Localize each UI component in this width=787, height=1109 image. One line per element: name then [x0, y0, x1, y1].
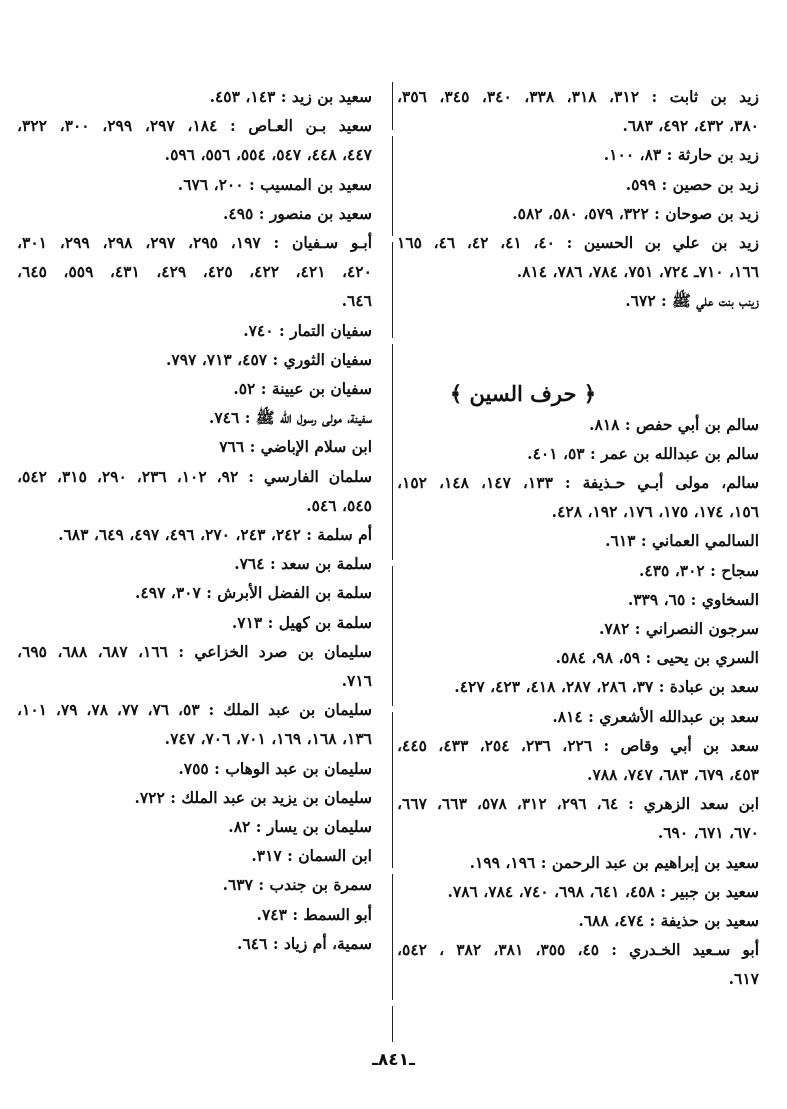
- index-entry: سفيان بن عيينة : ٥٢.: [233, 379, 372, 399]
- index-entry: سليمان بن يزيد بن عبد الملك : ٧٢٢.: [134, 787, 372, 807]
- index-entry: السخاوي : ٦٥، ٣٣٩.: [627, 589, 759, 609]
- divider-gap: [390, 1000, 394, 1006]
- divider-gap: [390, 706, 394, 712]
- index-entry: سليمان بن عبد الوهاب : ٧٥٥.: [178, 758, 372, 778]
- section-gap: [397, 316, 759, 374]
- index-entry: سالم بن عبدالله بن عمر : ٥٣، ٤٠١.: [527, 443, 759, 463]
- index-entry: أبو السمط : ٧٤٣.: [256, 904, 372, 924]
- index-entry: سلمة بن الفضل الأبرش : ٣٠٧، ٤٩٧.: [135, 583, 372, 603]
- index-entry: أبو سـعيد الخـدري : ٤٥، ٣٥٥، ٣٨١، ٣٨٢ ، ٥٤٢،: [397, 940, 759, 960]
- index-entry: سليمان بن يسار : ٨٢.: [228, 817, 372, 837]
- index-entry: زيد بن علي بن الحسين : ٤٠، ٤١، ٤٢، ٤٦، ١٦٥: [397, 233, 759, 253]
- divider-gap: [390, 130, 394, 136]
- index-entry-continuation: ٥٤٥، ٥٤٦.: [306, 495, 372, 515]
- index-entry: سالم، مولى أبـي حـذيفة : ١٣٣، ١٤٧، ١٤٨، ١٥٢،: [397, 473, 759, 493]
- index-entry: سجاح : ٣٠٢، ٤٣٥.: [638, 560, 759, 580]
- index-entry: سمرة بن جندب : ٦٣٧.: [222, 875, 372, 895]
- index-entry-continuation: ٦٤٦.: [341, 291, 372, 311]
- index-entry: أم سلمة : ٢٤٢، ٢٤٣، ٢٧٠، ٤٩٦، ٤٩٧، ٦٤٩، ٦٨٣.: [58, 525, 372, 545]
- index-entry: سعيد بـن العـاص : ١٨٤، ٢٩٧، ٢٩٩، ٣٠٠، ٣٢٢،: [17, 116, 372, 136]
- index-entry-continuation: ٤٢٠، ٤٢١، ٤٢٢، ٤٢٥، ٤٢٩، ٤٣١، ٥٥٩، ٦٤٥،: [17, 262, 372, 282]
- index-entry: سالم بن أبي حفص : ٨١٨.: [589, 414, 759, 434]
- index-entry: السالمي العماني : ٦١٣.: [605, 531, 759, 551]
- index-entry: زيد بن ثابت : ٣١٢، ٣١٨، ٣٣٨، ٣٤٠، ٣٤٥، ٣٥٦،: [397, 87, 759, 106]
- index-entry: السري بن يحيى : ٥٩، ٩٨، ٥٨٤.: [555, 648, 759, 668]
- index-entry: سفيان التمار : ٧٤٠.: [243, 320, 372, 340]
- index-entry-continuation: ٧١٦.: [341, 671, 372, 691]
- index-entry: سعيد بن المسيب : ٢٠٠، ٦٧٦.: [177, 174, 372, 194]
- index-entry-continuation: ٦٧٠، ٦٧١، ٦٩٠.: [657, 823, 759, 843]
- index-entry: زيد بن صوحان : ٣٢٢، ٥٧٩، ٥٨٠، ٥٨٢.: [512, 203, 759, 223]
- index-entry: سفيان الثوري : ٤٥٧، ٧١٣، ٧٩٧.: [165, 349, 372, 369]
- index-entry-continuation: ٤٤٧، ٤٤٨، ٥٤٧، ٥٥٤، ٥٥٦، ٥٩٦.: [164, 145, 372, 165]
- index-entry: زيد بن حارثة : ٨٣، ١٠٠.: [603, 145, 759, 165]
- index-entry: سعد بن عبدالله الأشعري : ٨١٤.: [552, 706, 759, 726]
- index-column-left: [17, 82, 372, 958]
- index-entry: سرجون النصراني : ٧٨٢.: [598, 619, 759, 639]
- section-heading: ﴿ حرف السين ﴾: [449, 380, 597, 406]
- index-entry-continuation: ٦١٧.: [728, 969, 759, 989]
- index-entry: سعيد بن حذيفة : ٤٧٤، ٦٨٨.: [578, 911, 759, 931]
- index-entry: زيد بن حصين : ٥٩٩.: [625, 174, 759, 194]
- divider-gap: [390, 560, 394, 566]
- index-entry-continuation: ١٦٦، ٧١٠ـ ٧٢٤، ٧٥١، ٧٨٤، ٧٨٦، ٨١٤.: [516, 262, 759, 282]
- index-entry: سلمة بن كهيل : ٧١٣.: [231, 612, 372, 632]
- index-entry: ابن سعد الزهري : ٦٤، ٢٩٦، ٣١٢، ٥٧٨، ٦٦٣، ٦٦٧،: [397, 794, 759, 814]
- index-entry: سمية، أم زياد : ٦٤٦.: [237, 933, 372, 953]
- index-entry: زينب بنت علي ﷺ : ٦٧٢.: [625, 291, 759, 311]
- index-entry: سعد بن عبادة : ٣٧، ٢٨٦، ٢٨٧، ٤١٨، ٤٢٣، ٤٢٧.: [454, 677, 759, 697]
- index-entry: ابن سلام الإباضي : ٧٦٦: [219, 437, 372, 457]
- index-entry: سلمان الفارسي : ٩٢، ١٠٢، ٢٣٦، ٢٩٠، ٣١٥، ٥٤٢،: [17, 466, 372, 486]
- index-entry: ابن السمان : ٣١٧.: [251, 846, 372, 866]
- index-entry: سعيد بن إبراهيم بن عبد الرحمن : ١٩٦، ١٩٩.: [469, 852, 759, 872]
- index-entry: سلمة بن سعد : ٧٦٤.: [234, 554, 372, 574]
- index-column-right: [397, 82, 759, 994]
- divider-gap: [390, 236, 394, 242]
- index-entry-continuation: ٣٨٠، ٤٣٢، ٤٩٢، ٦٨٣.: [622, 116, 759, 136]
- index-entry-continuation: ١٥٦، ١٧٤، ١٧٥، ١٧٦، ١٩٢، ٤٢٨.: [551, 502, 759, 522]
- index-entry: سعيد بن منصور : ٤٩٥.: [222, 203, 372, 223]
- index-entry: سعيد بن زيد : ١٤٣، ٤٥٣.: [209, 87, 372, 106]
- page-number: ـ٨٤١ـ: [372, 1050, 415, 1070]
- index-entry: سعد بن أبي وقاص : ٢٢٦، ٢٣٦، ٢٥٤، ٤٣٣، ٤٤٥،: [397, 735, 759, 755]
- index-entry: سليمان بن صرد الخزاعي : ١٦٦، ٦٨٧، ٦٨٨، ٦٩٥،: [17, 641, 372, 661]
- divider-gap: [390, 868, 394, 874]
- index-entry-continuation: ٤٥٣، ٦٧٩، ٦٨٣، ٧٤٧، ٧٨٨.: [587, 765, 759, 785]
- index-entry: سليمان بن عبد الملك : ٥٣، ٧٦، ٧٧، ٧٨، ٧٩، ١٠١،: [17, 700, 372, 720]
- index-entry: سفينة، مولى رسول الله ﷺ : ٧٤٦.: [208, 408, 372, 428]
- divider-gap: [390, 338, 394, 344]
- index-entry-continuation: ١٣٦، ١٦٨، ١٦٩، ٧٠١، ٧٠٦، ٧٤٧.: [164, 729, 372, 749]
- index-entry: أبـو سـفيان : ١٩٧، ٢٩٥، ٢٩٧، ٢٩٨، ٢٩٩، ٣٠١،: [17, 233, 372, 253]
- index-entry: سعيد بن جبير : ٤٥٨، ٦٤١، ٦٩٨، ٧٤٠، ٧٨٤، ٧٨٦.: [447, 881, 759, 901]
